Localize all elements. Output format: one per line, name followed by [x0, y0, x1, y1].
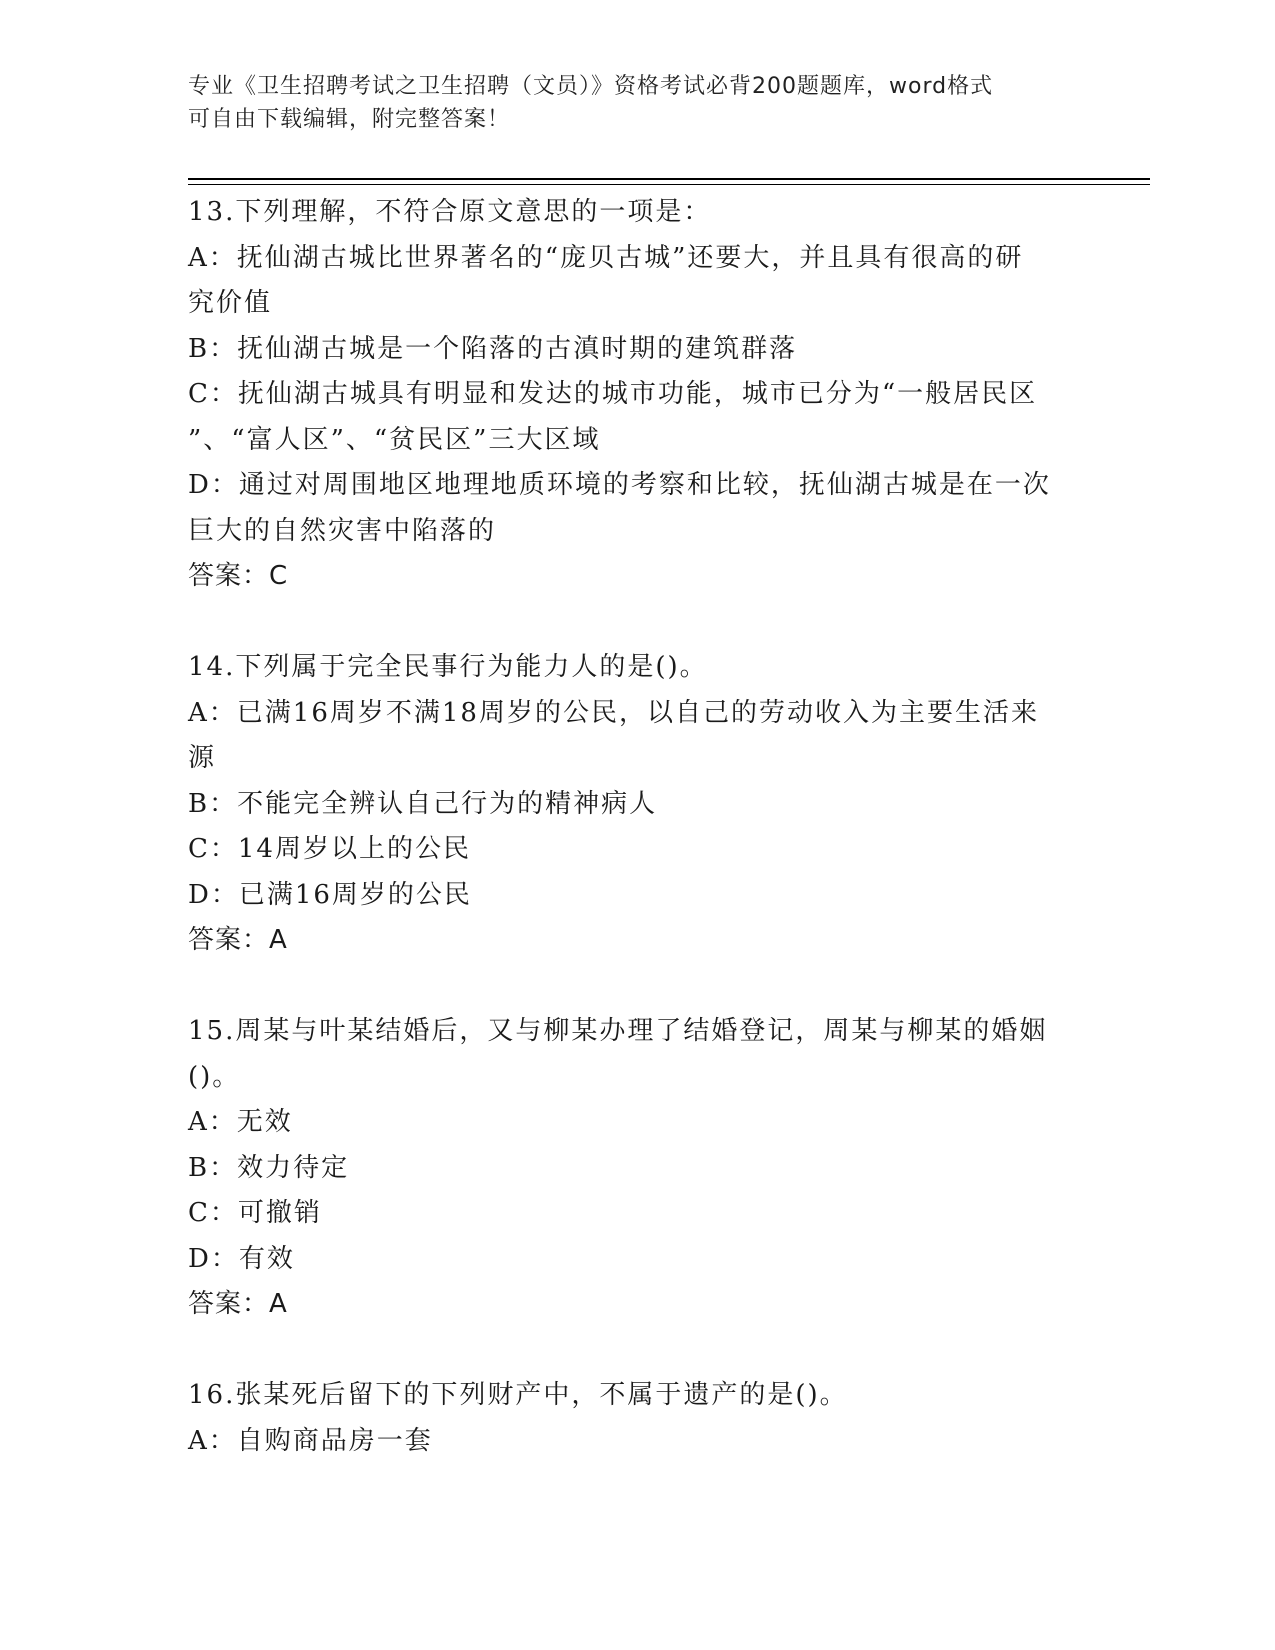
answer: 答案：C — [188, 561, 289, 591]
option-a-continued: 究价值 — [188, 288, 273, 318]
option-c: C：可撤销 — [188, 1198, 322, 1228]
option-c-continued: ”、“富人区”、“贫民区”三大区域 — [188, 424, 601, 455]
option-a: A：抚仙湖古城比世界著名的“庞贝古城”还要大，并且具有很高的研 — [188, 242, 1024, 273]
option-c: C：抚仙湖古城具有明显和发达的城市功能，城市已分为“一般居民区 — [188, 379, 1038, 409]
option-c: C：14周岁以上的公民 — [188, 834, 471, 864]
header-line-1: 专业《卫生招聘考试之卫生招聘（文员）》资格考试必背200题题库，word格式 — [188, 74, 994, 99]
option-d: D：已满16周岁的公民 — [188, 879, 472, 910]
question-13 — [188, 190, 1083, 600]
question-list — [188, 190, 1083, 1464]
option-a: A：无效 — [188, 1107, 293, 1137]
option-d-continued: 巨大的自然灾害中陷落的 — [188, 515, 497, 546]
spacer — [188, 600, 1083, 646]
question-16 — [188, 1373, 1083, 1464]
spacer — [188, 964, 1083, 1010]
option-a: A：已满16周岁不满18周岁的公民，以自己的劳动收入为主要生活来 — [188, 697, 1039, 728]
question-stem: 15.周某与叶某结婚后，又与柳某办理了结婚登记，周某与柳某的婚姻 — [188, 1016, 1048, 1046]
header-divider-thick — [188, 178, 1150, 180]
question-14 — [188, 645, 1083, 964]
question-stem: 13.下列理解，不符合原文意思的一项是： — [188, 197, 712, 227]
question-stem: 14.下列属于完全民事行为能力人的是()。 — [188, 652, 708, 682]
option-a-continued: 源 — [188, 743, 217, 773]
answer: 答案：A — [188, 925, 288, 955]
question-15 — [188, 1009, 1083, 1328]
option-b: B：不能完全辨认自己行为的精神病人 — [188, 788, 658, 819]
answer: 答案：A — [188, 1289, 288, 1319]
option-a: A：自购商品房一套 — [188, 1425, 433, 1456]
document-header — [188, 70, 1088, 136]
option-d: D：通过对周围地区地理地质环境的考察和比较，抚仙湖古城是在一次 — [188, 470, 1051, 500]
spacer — [188, 1328, 1083, 1374]
header-line-2: 可自由下载编辑，附完整答案！ — [188, 107, 511, 132]
option-d: D：有效 — [188, 1243, 295, 1274]
option-b: B：抚仙湖古城是一个陷落的古滇时期的建筑群落 — [188, 333, 798, 364]
question-stem: 16.张某死后留下的下列财产中，不属于遗产的是()。 — [188, 1380, 848, 1410]
question-stem-continued: ()。 — [188, 1061, 241, 1092]
header-divider-thin — [188, 184, 1150, 185]
option-b: B：效力待定 — [188, 1152, 350, 1183]
